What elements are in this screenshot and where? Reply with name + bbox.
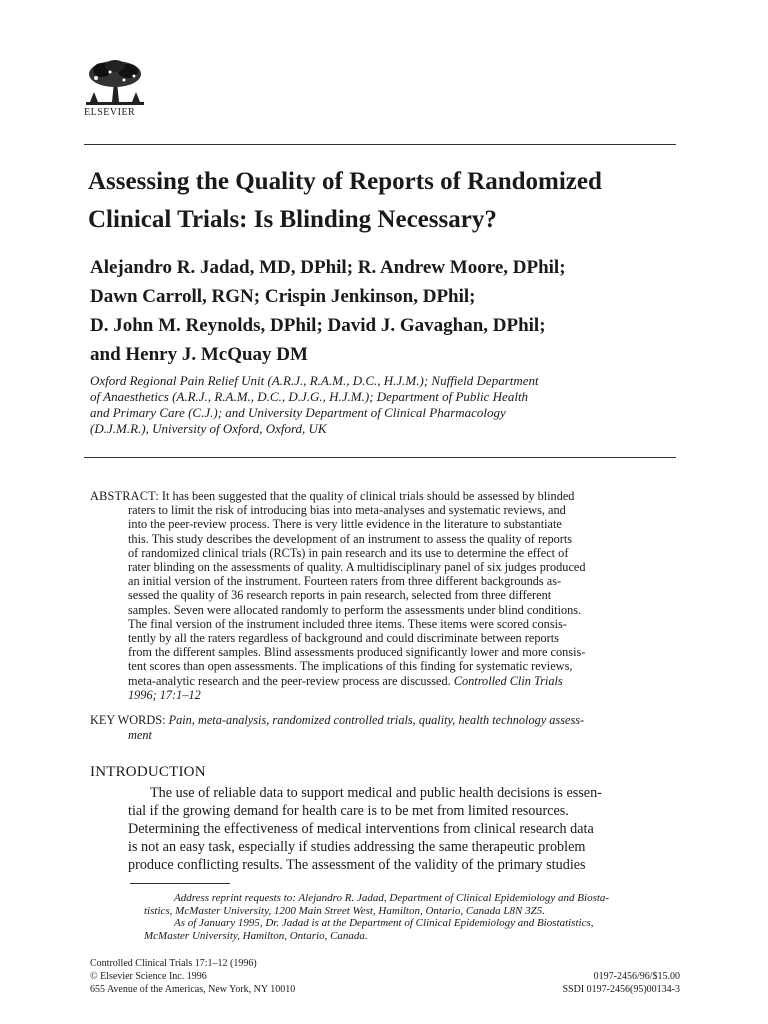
intro-line: produce conflicting results. The assessment of the validity of the primary studies xyxy=(128,857,586,873)
elsevier-tree-logo xyxy=(84,58,146,108)
abstract xyxy=(90,489,678,702)
intro-line: The use of reliable data to support medical and public health decisions is essen- xyxy=(150,785,602,801)
introduction-body xyxy=(90,784,680,874)
footnote-line: Address reprint requests to: Alejandro R. Jadad, Department of Clinical Epidemiology and Biosta- xyxy=(174,892,610,904)
affiliation-line: Oxford Regional Pain Relief Unit (A.R.J., R.A.M., D.C., H.J.M.); Nuffield Department xyxy=(90,373,539,388)
footnote-line: As of January 1995, Dr. Jadad is at the Department of Clinical Epidemiology and Biostatistics, xyxy=(174,917,594,929)
keywords-text: ment xyxy=(128,728,152,742)
abstract-text: meta-analytic research and the peer-review process are discussed. xyxy=(128,673,451,688)
keywords xyxy=(90,713,678,743)
abstract-line: an initial version of the instrument. Fourteen raters from three different backgrounds as- xyxy=(128,574,562,589)
footnote xyxy=(130,892,680,942)
affiliation-line: of Anaesthetics (A.R.J., R.A.M., D.C., D.J.G., H.J.M.); Department of Public Health xyxy=(90,389,529,404)
section-heading-introduction: INTRODUCTION xyxy=(90,764,206,780)
footer-copyright: © Elsevier Science Inc. 1996 xyxy=(90,971,207,982)
abstract-line: this. This study describes the development of an instrument to assess the quality of reports xyxy=(128,531,573,546)
abstract-line: into the peer-review process. There is very little evidence in the literature to substantiate xyxy=(128,517,562,532)
article-title xyxy=(88,163,678,239)
abstract-line xyxy=(90,688,678,702)
footer-price-code: 0197-2456/96/$15.00 xyxy=(593,971,680,982)
affiliation-line: (D.J.M.R.), University of Oxford, Oxford, UK xyxy=(90,421,327,436)
title-line: Clinical Trials: Is Blinding Necessary? xyxy=(88,206,497,233)
abstract-line: sessed the quality of 36 research reports in pain research, selected from three different xyxy=(128,588,552,603)
abstract-rule xyxy=(84,457,676,458)
footnote-line: tistics, McMaster University, 1200 Main Street West, Hamilton, Ontario, Canada L8N 3Z5. xyxy=(144,904,545,917)
abstract-citation-year: 1996; 17:1–12 xyxy=(128,687,201,702)
abstract-text: It has been suggested that the quality of clinical trials should be assessed by blinded xyxy=(161,489,575,503)
footer-journal: Controlled Clinical Trials 17:1–12 (1996) xyxy=(90,958,257,969)
abstract-line: tent scores than open assessments. The implications of this finding for systematic reviews, xyxy=(128,659,573,674)
abstract-line: samples. Seven were allocated randomly to perform the assessments under blind conditions. xyxy=(128,602,582,617)
author-line: Alejandro R. Jadad, MD, DPhil; R. Andrew Moore, DPhil; xyxy=(90,257,566,278)
author-line: and Henry J. McQuay DM xyxy=(90,344,308,365)
footnote-rule xyxy=(130,883,230,884)
title-line: Assessing the Quality of Reports of Randomized xyxy=(88,168,602,195)
keywords-first-line xyxy=(90,713,678,728)
intro-line: is not an easy task, especially if studies addressing the same therapeutic problem xyxy=(128,839,586,855)
abstract-line: tently by all the raters regardless of background and could discriminate between reports xyxy=(128,631,559,646)
affiliation-line: and Primary Care (C.J.); and University Department of Clinical Pharmacology xyxy=(90,405,506,420)
publisher-name: ELSEVIER xyxy=(84,107,136,118)
abstract-line: The final version of the instrument included three items. These items were scored consis- xyxy=(128,616,567,631)
intro-line: tial if the growing demand for health care is to be met from limited resources. xyxy=(128,803,569,819)
keywords-text: Pain, meta-analysis, randomized controlled trials, quality, health technology assess- xyxy=(168,713,585,727)
page-footer xyxy=(90,957,680,996)
author-line: Dawn Carroll, RGN; Crispin Jenkinson, DPhil; xyxy=(90,286,476,307)
footer-address: 655 Avenue of the Americas, New York, NY 10010 xyxy=(90,984,296,995)
abstract-line: of randomized clinical trials (RCTs) in pain research and its use to determine the effect of xyxy=(128,545,569,560)
abstract-citation: Controlled Clin Trials xyxy=(453,673,563,688)
header-rule xyxy=(84,144,676,145)
author-line: D. John M. Reynolds, DPhil; David J. Gavaghan, DPhil; xyxy=(90,315,546,336)
intro-line: Determining the effectiveness of medical interventions from clinical research data xyxy=(128,821,594,837)
abstract-line xyxy=(90,674,678,688)
footer-ssdi: SSDI 0197-2456(95)00134-3 xyxy=(562,984,680,995)
abstract-line: rater blinding on the assessments of quality. A multidisciplinary panel of six judges produced xyxy=(128,560,586,575)
footnote-line: McMaster University, Hamilton, Ontario, Canada. xyxy=(144,929,368,942)
author-list xyxy=(90,253,680,369)
abstract-line: raters to limit the risk of introducing bias into meta-analyses and systematic reviews, and xyxy=(128,503,566,518)
affiliation xyxy=(90,373,680,437)
abstract-label: ABSTRACT: xyxy=(90,489,159,503)
abstract-first-line xyxy=(90,489,678,503)
keywords-line xyxy=(90,728,678,743)
keywords-label: KEY WORDS: xyxy=(90,713,166,727)
abstract-line: from the different samples. Blind assessments produced significantly lower and more consis- xyxy=(128,645,586,660)
